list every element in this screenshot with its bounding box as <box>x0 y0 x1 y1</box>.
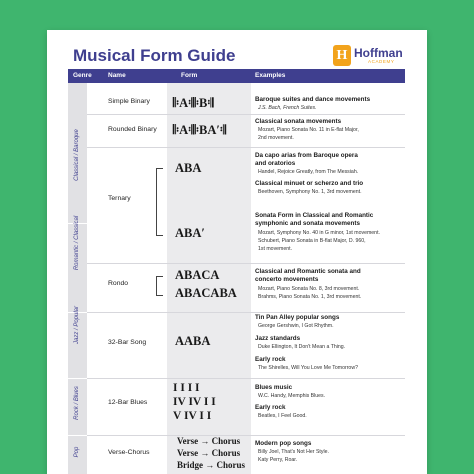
genre-classical-baroque: Classical / Baroque <box>74 129 80 181</box>
example-detail: The Shirelles, Will You Love Me Tomorrow? <box>258 365 358 371</box>
header-examples: Examples <box>255 72 286 79</box>
genre-jazz-popular: Jazz / Popular <box>74 305 80 345</box>
example-heading: Classical sonata movements <box>255 118 342 125</box>
header-name: Name <box>108 72 126 79</box>
form-rondo-abacaba: ABACABA <box>175 286 237 300</box>
form-simple-binary: 𝄆A𝄇𝄆B𝄇 <box>173 96 214 110</box>
example-heading: Classical minuet or scherzo and trio <box>255 180 364 187</box>
example-detail: W.C. Handy, Memphis Blues. <box>258 393 326 399</box>
blues-line-2: IV IV I I <box>173 396 216 408</box>
verse-chorus-line-3: Bridge → Chorus <box>177 460 246 470</box>
musical-form-guide-sheet <box>47 30 427 474</box>
verse-chorus-line-2: Verse → Chorus <box>177 448 241 458</box>
rondo-bracket <box>156 276 163 296</box>
hoffman-academy-logo <box>333 45 413 67</box>
row-name-simple-binary: Simple Binary <box>108 98 150 105</box>
example-heading: Jazz standards <box>255 335 301 342</box>
page-title: Musical Form Guide <box>73 46 236 65</box>
example-detail: 2nd movement. <box>258 135 294 141</box>
form-rondo-abaca: ABACA <box>175 268 220 282</box>
example-detail: George Gershwin, I Got Rhythm. <box>258 323 334 329</box>
form-ternary-aba-prime: ABA′ <box>175 226 205 240</box>
logo-name: Hoffman <box>354 46 403 60</box>
example-detail: Duke Ellington, It Don't Mean a Thing. <box>258 344 346 350</box>
form-rounded-binary: 𝄆A𝄇𝄆BA′𝄇 <box>173 123 226 137</box>
example-heading: Early rock <box>255 356 286 363</box>
example-detail: Billy Joel, That's Not Her Style. <box>258 449 329 455</box>
example-detail: Schubert, Piano Sonata in B-flat Major, D. 960, <box>258 238 366 244</box>
example-detail: Handel, Rejoice Greatly, from The Messiah. <box>258 169 359 175</box>
example-detail: Katy Perry, Roar. <box>258 457 298 463</box>
genre-pop: Pop <box>74 446 80 458</box>
row-name-32-bar-song: 32-Bar Song <box>108 339 147 346</box>
row-name-verse-chorus: Verse-Chorus <box>108 449 150 456</box>
header-form: Form <box>181 72 198 79</box>
blues-line-3: V IV I I <box>173 410 212 422</box>
example-detail: Beatles, I Feel Good. <box>258 413 307 419</box>
example-heading: Sonata Form in Classical and Romantic <box>255 212 374 219</box>
example-detail: Brahms, Piano Sonata No. 1, 3rd movement. <box>258 294 362 300</box>
example-heading: symphonic and sonata movements <box>255 220 360 227</box>
example-heading: Tin Pan Alley popular songs <box>255 314 340 321</box>
example-heading: Baroque suites and dance movements <box>255 96 371 103</box>
example-detail: 1st movement. <box>258 246 293 252</box>
example-detail: Mozart, Symphony No. 40 in G minor, 1st movement. <box>258 230 380 236</box>
table-header <box>68 69 405 83</box>
genre-rock-blues: Rock / Blues <box>74 386 80 420</box>
row-name-rounded-binary: Rounded Binary <box>108 126 157 133</box>
example-heading: and oratorios <box>255 160 296 167</box>
example-heading: concerto movements <box>255 276 319 283</box>
logo-badge-icon: H <box>333 45 351 66</box>
form-ternary-aba: ABA <box>175 161 202 175</box>
header-genre: Genre <box>73 72 92 79</box>
row-name-rondo: Rondo <box>108 280 129 287</box>
example-heading: Classical and Romantic sonata and <box>255 268 361 275</box>
logo-subtitle: ACADEMY <box>368 59 395 64</box>
example-detail: Mozart, Piano Sonata No. 11 in E-flat Major, <box>258 127 359 133</box>
row-name-ternary: Ternary <box>108 195 131 202</box>
ternary-bracket <box>156 168 163 236</box>
example-heading: Blues music <box>255 384 293 391</box>
example-heading: Modern pop songs <box>255 440 312 447</box>
verse-chorus-line-1: Verse → Chorus <box>177 436 241 446</box>
example-detail: Mozart, Piano Sonata No. 8, 3rd movement. <box>258 286 360 292</box>
example-detail: J.S. Bach, French Suites. <box>258 105 317 111</box>
genre-romantic-classical: Romantic / Classical <box>74 215 80 271</box>
row-name-12-bar-blues: 12-Bar Blues <box>108 399 148 406</box>
blues-line-1: I I I I <box>173 382 200 394</box>
example-heading: Da capo arias from Baroque opera <box>255 152 358 159</box>
example-detail: Beethoven, Symphony No. 1, 3rd movement. <box>258 189 362 195</box>
example-heading: Early rock <box>255 404 286 411</box>
form-32-bar-song: AABA <box>175 334 211 348</box>
